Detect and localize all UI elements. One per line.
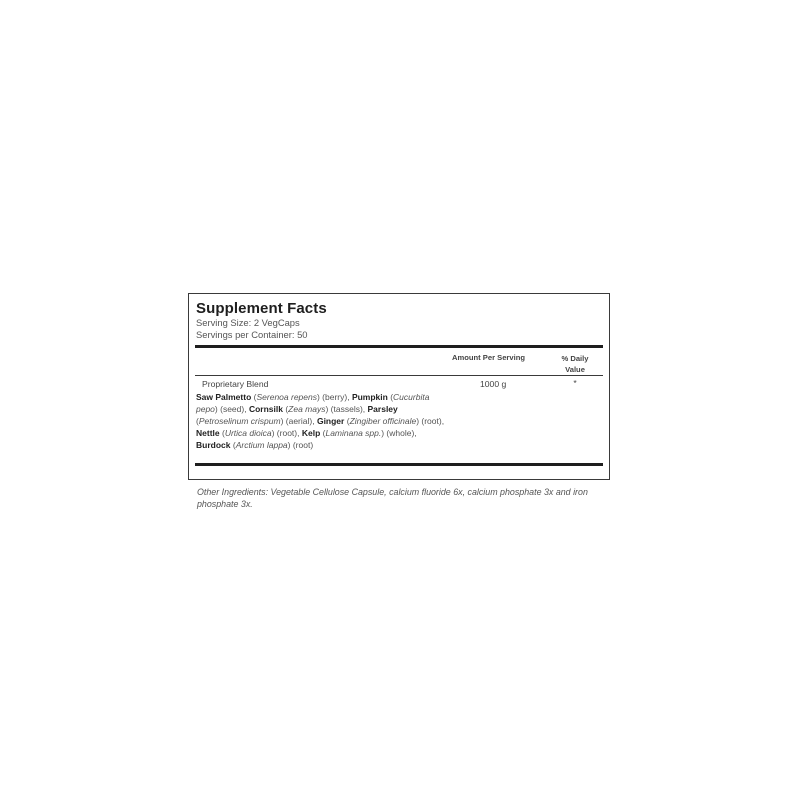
ingredient-name: Saw Palmetto bbox=[196, 392, 252, 402]
amount-per-serving-header: Amount Per Serving bbox=[452, 353, 525, 362]
ingredient-latin-name: Cucurbita pepo bbox=[196, 392, 430, 414]
proprietary-blend-row bbox=[195, 376, 603, 463]
daily-value-header-line1: % Daily bbox=[561, 354, 589, 363]
ingredient-latin-name: Urtica dioica bbox=[224, 428, 272, 438]
ingredient-latin-name: Zea mays bbox=[288, 404, 326, 414]
panel-title: Supplement Facts bbox=[196, 300, 327, 317]
ingredient-latin-name: Arctium lappa bbox=[235, 440, 288, 450]
ingredient-name: Parsley bbox=[367, 404, 398, 414]
daily-value-header-line2: Value bbox=[565, 365, 585, 374]
other-ingredients: Other Ingredients: Vegetable Cellulose Capsule, calcium fluoride 6x, calcium phosphate 3x and iron phosphate 3x. bbox=[197, 487, 588, 509]
ingredient-latin-name: Petroselinum crispum bbox=[198, 416, 281, 426]
ingredient-name: Nettle bbox=[196, 428, 220, 438]
column-headers bbox=[195, 348, 603, 375]
ingredient-name: Ginger bbox=[316, 416, 345, 426]
ingredient-latin-name: Laminana spp. bbox=[325, 428, 382, 438]
ingredient-name: Kelp bbox=[301, 428, 321, 438]
bottom-thick-divider bbox=[195, 463, 603, 466]
supplement-facts-panel bbox=[188, 293, 610, 480]
servings-per-container: Servings per Container: 50 bbox=[196, 329, 308, 340]
blend-name: Proprietary Blend bbox=[202, 379, 269, 389]
ingredient-name: Pumpkin bbox=[351, 392, 388, 402]
ingredient-latin-name: Serenoa repens bbox=[256, 392, 317, 402]
daily-value-header bbox=[553, 353, 597, 375]
blend-daily-value: * bbox=[573, 378, 577, 388]
ingredient-name: Burdock bbox=[196, 440, 231, 450]
blend-amount: 1000 g bbox=[480, 379, 507, 389]
serving-size: Serving Size: 2 VegCaps bbox=[196, 317, 300, 328]
ingredient-list: Saw Palmetto (Serenoa repens) (berry), Pumpkin (Cucurbita pepo) (seed), Cornsilk (Zea mays) (tassels), Parsley (Petroselinum crispum) (aerial), Ginger (Zingiber officinale) (root), Nettle (Urtica dioica) (root), Kelp (Laminana spp.) (whole), Burdock (Arctium lappa) (root) bbox=[196, 392, 445, 450]
ingredient-latin-name: Zingiber officinale bbox=[349, 416, 417, 426]
ingredient-name: Cornsilk bbox=[248, 404, 283, 414]
